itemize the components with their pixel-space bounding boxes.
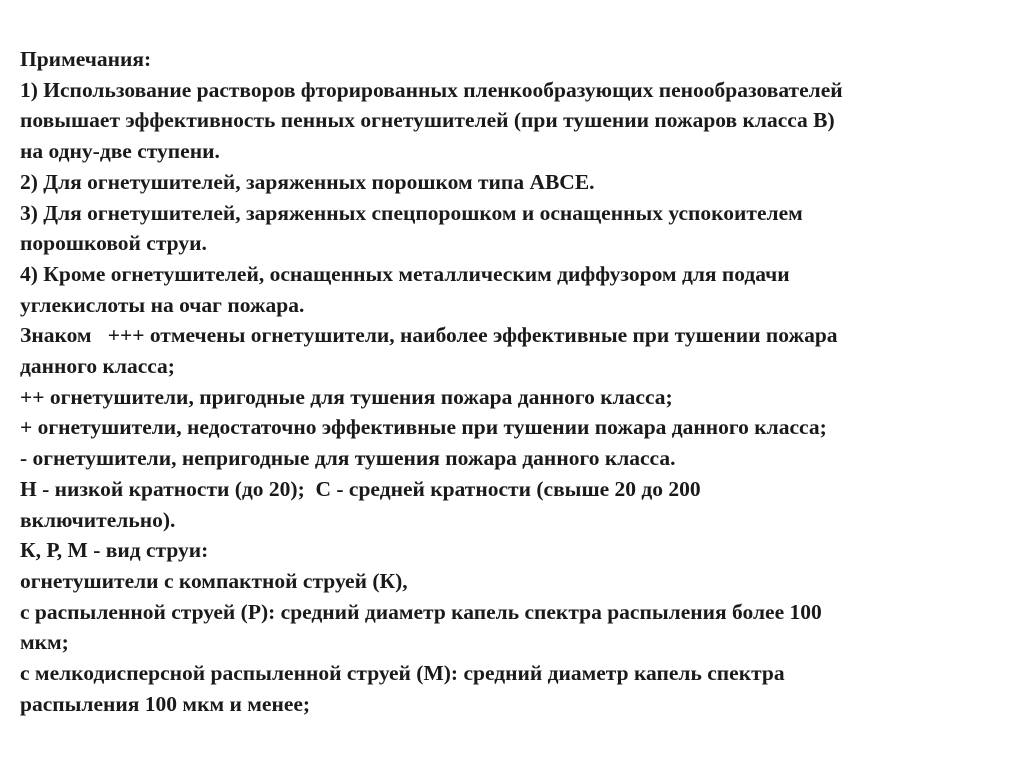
note-line-12: + огнетушители, недостаточно эффективные при тушении пожара данного класса;: [20, 415, 827, 440]
note-line-21: распыления 100 мкм и менее;: [20, 691, 311, 716]
note-line-20: с мелкодисперсной распыленной струей (М): средний диаметр капель спектра: [20, 661, 785, 686]
note-line-15: включительно).: [20, 507, 176, 532]
note-line-5: 3) Для огнетушителей, заряженных спецпорошком и оснащенных успокоителем: [20, 200, 803, 225]
note-line-8: углекислоты на очаг пожара.: [20, 292, 305, 317]
note-line-18: с распыленной струей (Р): средний диаметр капель спектра распыления более 100: [20, 599, 822, 624]
note-line-11: ++ огнетушители, пригодные для тушения пожара данного класса;: [20, 384, 673, 409]
note-line-6: порошковой струи.: [20, 231, 207, 256]
note-line-14: Н - низкой кратности (до 20); С - средней кратности (свыше 20 до 200: [20, 476, 701, 501]
note-line-7: 4) Кроме огнетушителей, оснащенных металлическим диффузором для подачи: [20, 261, 790, 286]
note-line-17: огнетушители с компактной струей (К),: [20, 568, 408, 593]
note-line-10: данного класса;: [20, 354, 175, 379]
note-line-13: - огнетушители, непригодные для тушения пожара данного класса.: [20, 446, 676, 471]
note-line-16: К, Р, М - вид струи:: [20, 538, 209, 563]
note-line-9: Знаком +++ отмечены огнетушители, наиболее эффективные при тушении пожара: [20, 323, 838, 348]
note-line-2: повышает эффективность пенных огнетушителей (при тушении пожаров класса В): [20, 108, 835, 133]
notes-text-block: [20, 44, 1010, 719]
note-line-19: мкм;: [20, 630, 69, 655]
notes-heading: Примечания:: [20, 47, 152, 71]
note-line-3: на одну-две ступени.: [20, 139, 220, 164]
note-line-1: 1) Использование растворов фторированных пленкообразующих пенообразователей: [20, 77, 843, 102]
note-line-4: 2) Для огнетушителей, заряженных порошком типа АВСЕ.: [20, 169, 595, 194]
